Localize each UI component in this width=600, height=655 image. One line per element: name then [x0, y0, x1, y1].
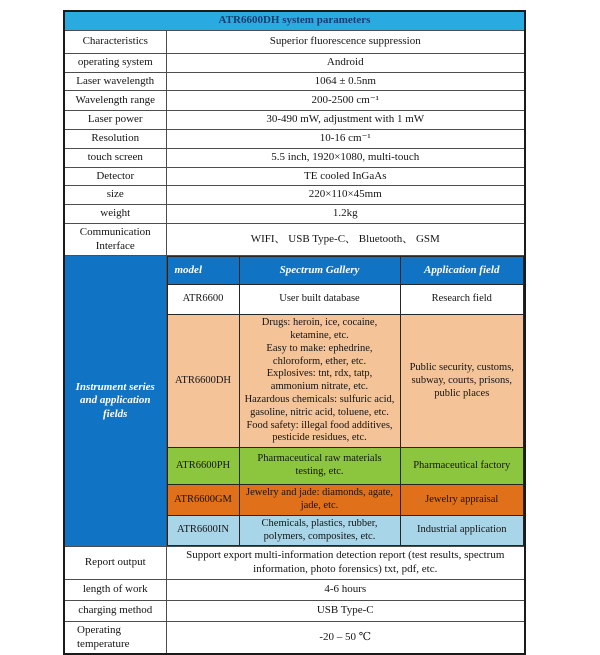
series-row: [167, 515, 524, 546]
spec-row: [64, 186, 525, 205]
instrument-series-label: Instrument series and application fields: [64, 256, 166, 547]
spec-value: 1064 ± 0.5nm: [166, 72, 525, 91]
spec-label: Report output: [64, 547, 166, 580]
gallery-cell: Chemicals, plastics, rubber, polymers, composites, etc.: [239, 515, 400, 546]
spec-row: [64, 72, 525, 91]
application-cell: Research field: [400, 285, 524, 315]
column-header-model: model: [167, 257, 239, 285]
series-row: [167, 485, 524, 516]
model-cell: ATR6600IN: [167, 515, 239, 546]
spec-label: Characteristics: [64, 30, 166, 53]
gallery-line: Hazardous chemicals: sulfuric acid, gasoline, nitric acid, toluene, etc.: [244, 394, 395, 418]
spec-value: Android: [166, 53, 525, 72]
gallery-cell: Pharmaceutical raw materials testing, etc.: [239, 448, 400, 485]
gallery-line: Food safety: illegal food additives, pesticide residues, etc.: [246, 419, 393, 444]
series-row: [167, 448, 524, 485]
spec-row: [64, 130, 525, 149]
spec-row: [64, 30, 525, 53]
series-row: [167, 285, 524, 315]
spec-row: [64, 53, 525, 72]
application-cell: Public security, customs, subway, courts, prisons, public places: [400, 315, 524, 448]
spec-label: Laser wavelength: [64, 72, 166, 91]
spec-label: Communication Interface: [64, 223, 166, 256]
spec-table: [63, 10, 526, 655]
spec-value: 5.5 inch, 1920×1080, multi-touch: [166, 148, 525, 167]
spec-label: charging method: [64, 600, 166, 621]
series-subtable: [167, 256, 525, 546]
spec-row: [64, 91, 525, 111]
column-header-spectrum-gallery: Spectrum Gallery: [239, 257, 400, 285]
model-cell: ATR6600PH: [167, 448, 239, 485]
table-title: ATR6600DH system parameters: [64, 11, 525, 30]
series-row: [167, 315, 524, 448]
application-cell: Pharmaceutical factory: [400, 448, 524, 485]
spec-value: Superior fluorescence suppression: [166, 30, 525, 53]
spec-value: 10-16 cm⁻¹: [166, 130, 525, 149]
spec-row: [64, 600, 525, 621]
spec-value: WIFI、 USB Type-C、 Bluetooth、 GSM: [166, 223, 525, 256]
series-subtable-cell: [166, 256, 525, 547]
spec-row: [64, 579, 525, 600]
gallery-cell: Jewelry and jade: diamonds, agate, jade, etc.: [239, 485, 400, 516]
column-header-application-field: Application field: [400, 257, 524, 285]
spec-value: USB Type-C: [166, 600, 525, 621]
instrument-series-row: [64, 256, 525, 547]
spec-row: [64, 148, 525, 167]
spec-value: 200-2500 cm⁻¹: [166, 91, 525, 111]
spec-label: Detector: [64, 167, 166, 186]
spec-row: [64, 223, 525, 256]
application-cell: Industrial application: [400, 515, 524, 546]
spec-label: Laser power: [64, 111, 166, 130]
spec-row: [64, 621, 525, 654]
gallery-line: Explosives: tnt, rdx, tatp, ammonium nitrate, etc.: [266, 368, 373, 393]
gallery-line: Easy to make: ephedrine, chloroform, ether, etc.: [266, 342, 373, 367]
spec-value: 30-490 mW, adjustment with 1 mW: [166, 111, 525, 130]
model-cell: ATR6600DH: [167, 315, 239, 448]
spec-row: [64, 167, 525, 186]
spec-label: length of work: [64, 579, 166, 600]
spec-value: 4-6 hours: [166, 579, 525, 600]
spec-row: [64, 547, 525, 580]
spec-label: weight: [64, 205, 166, 224]
spec-value: 1.2kg: [166, 205, 525, 224]
spec-label: Resolution: [64, 130, 166, 149]
series-header-row: [167, 257, 524, 285]
gallery-cell: User built database: [239, 285, 400, 315]
spec-value: -20 – 50 ℃: [166, 621, 525, 654]
title-row: [64, 11, 525, 30]
model-cell: ATR6600GM: [167, 485, 239, 516]
spec-value: TE cooled InGaAs: [166, 167, 525, 186]
spec-row: [64, 205, 525, 224]
spec-row: [64, 111, 525, 130]
spec-label: operating system: [64, 53, 166, 72]
spec-value: Support export multi-information detection report (test results, spectrum information, photo forensics) txt, pdf, etc.: [166, 547, 525, 580]
application-cell: Jewelry appraisal: [400, 485, 524, 516]
spec-value: 220×110×45mm: [166, 186, 525, 205]
spec-label: Operating temperature: [64, 621, 166, 654]
spec-label: size: [64, 186, 166, 205]
spec-label: touch screen: [64, 148, 166, 167]
gallery-cell: [239, 315, 400, 448]
spec-label: Wavelength range: [64, 91, 166, 111]
gallery-line: Drugs: heroin, ice, cocaine, ketamine, etc.: [261, 317, 378, 342]
model-cell: ATR6600: [167, 285, 239, 315]
